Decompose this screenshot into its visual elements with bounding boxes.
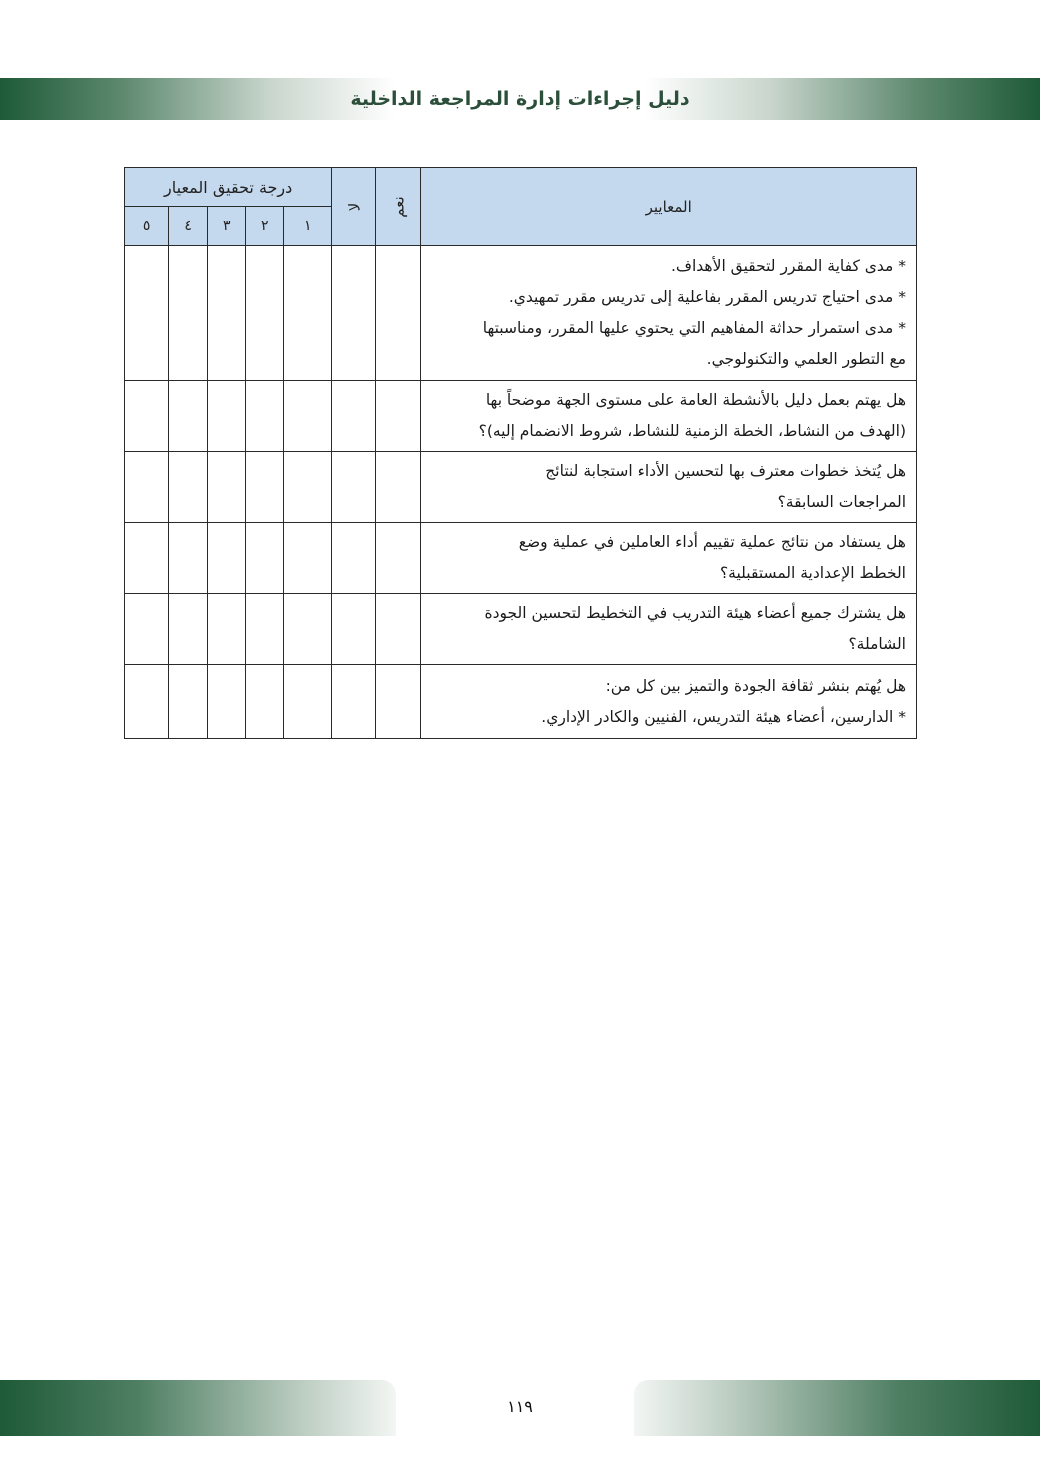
level-5-cell[interactable] (125, 452, 169, 523)
table-row (125, 452, 917, 523)
no-cell[interactable] (332, 523, 376, 594)
criteria-line: هل يُهتم بنشر ثقافة الجودة والتميز بين كل من: (605, 676, 906, 695)
level-1-cell[interactable] (284, 246, 332, 381)
level-5-header: ٥ (125, 207, 169, 246)
level-4-cell[interactable] (169, 452, 208, 523)
criteria-line: هل يستفاد من نتائج عملية تقييم أداء العاملين في عملية وضع (518, 533, 906, 551)
no-cell[interactable] (332, 452, 376, 523)
level-2-cell[interactable] (246, 523, 284, 594)
yes-cell[interactable] (376, 452, 421, 523)
criteria-cell (421, 381, 917, 452)
criteria-cell (421, 665, 917, 739)
criteria-line: الخطط الإعدادية المستقبلية؟ (719, 564, 906, 582)
yes-header-label: نعم (389, 195, 408, 218)
criteria-line: هل يُتخذ خطوات معترف بها لتحسين الأداء استجابة لنتائج (545, 462, 906, 480)
level-3-cell[interactable] (208, 594, 246, 665)
level-1-cell[interactable] (284, 381, 332, 452)
level-2-cell[interactable] (246, 246, 284, 381)
criteria-cell (421, 523, 917, 594)
level-1-cell[interactable] (284, 452, 332, 523)
criteria-line: هل يهتم بعمل دليل بالأنشطة العامة على مستوى الجهة موضحاً بها (485, 391, 906, 409)
level-3-cell[interactable] (208, 523, 246, 594)
footer-band-right (634, 1380, 1040, 1436)
level-5-cell[interactable] (125, 594, 169, 665)
level-1-cell[interactable] (284, 594, 332, 665)
criteria-line: * الدارسين، أعضاء هيئة التدريس، الفنيين والكادر الإداري. (541, 707, 906, 726)
yes-cell[interactable] (376, 665, 421, 739)
level-5-cell[interactable] (125, 523, 169, 594)
criteria-line: مع التطور العلمي والتكنولوجي. (706, 350, 906, 368)
no-cell[interactable] (332, 594, 376, 665)
level-2-cell[interactable] (246, 452, 284, 523)
level-3-cell[interactable] (208, 381, 246, 452)
criteria-line: المراجعات السابقة؟ (777, 493, 906, 511)
level-3-cell[interactable] (208, 452, 246, 523)
criteria-line: (الهدف من النشاط، الخطة الزمنية للنشاط، شروط الانضمام إليه)؟ (478, 422, 906, 440)
no-cell[interactable] (332, 665, 376, 739)
criteria-line: هل يشترك جميع أعضاء هيئة التدريب في التخطيط لتحسين الجودة (484, 604, 906, 622)
level-2-header: ٢ (246, 207, 284, 246)
degree-header: درجة تحقيق المعيار (125, 168, 332, 207)
no-cell[interactable] (332, 246, 376, 381)
level-1-cell[interactable] (284, 523, 332, 594)
level-2-cell[interactable] (246, 594, 284, 665)
table-row (125, 246, 917, 381)
criteria-header: المعايير (421, 168, 917, 246)
table-header-row (125, 168, 917, 207)
level-2-cell[interactable] (246, 381, 284, 452)
level-1-header: ١ (284, 207, 332, 246)
level-3-cell[interactable] (208, 246, 246, 381)
table-row (125, 523, 917, 594)
yes-cell[interactable] (376, 246, 421, 381)
level-4-cell[interactable] (169, 381, 208, 452)
yes-cell[interactable] (376, 523, 421, 594)
criteria-line: * مدى استمرار حداثة المفاهيم التي يحتوي عليها المقرر، ومناسبتها (482, 319, 906, 337)
yes-cell[interactable] (376, 381, 421, 452)
no-header (332, 168, 376, 246)
no-header-label: لا (344, 202, 363, 211)
page-number: ١١٩ (507, 1397, 533, 1416)
level-5-cell[interactable] (125, 381, 169, 452)
level-2-cell[interactable] (246, 665, 284, 739)
footer-band-left (0, 1380, 396, 1436)
criteria-cell (421, 452, 917, 523)
level-1-cell[interactable] (284, 665, 332, 739)
level-4-cell[interactable] (169, 246, 208, 381)
page-header-title: دليل إجراءات إدارة المراجعة الداخلية (350, 88, 690, 110)
level-4-cell[interactable] (169, 665, 208, 739)
criteria-cell (421, 594, 917, 665)
no-cell[interactable] (332, 381, 376, 452)
criteria-cell (421, 246, 917, 381)
yes-cell[interactable] (376, 594, 421, 665)
table-row (125, 665, 917, 739)
criteria-line: الشاملة؟ (848, 635, 906, 653)
level-3-header: ٣ (208, 207, 246, 246)
level-4-cell[interactable] (169, 594, 208, 665)
level-5-cell[interactable] (125, 246, 169, 381)
criteria-line: * مدى كفاية المقرر لتحقيق الأهداف. (671, 257, 906, 275)
criteria-line: * مدى احتياج تدريس المقرر بفاعلية إلى تدريس مقرر تمهيدي. (508, 288, 906, 306)
level-5-cell[interactable] (125, 665, 169, 739)
level-4-cell[interactable] (169, 523, 208, 594)
level-3-cell[interactable] (208, 665, 246, 739)
table-row (125, 381, 917, 452)
yes-header (376, 168, 421, 246)
criteria-table (124, 167, 917, 739)
level-4-header: ٤ (169, 207, 208, 246)
table-row (125, 594, 917, 665)
